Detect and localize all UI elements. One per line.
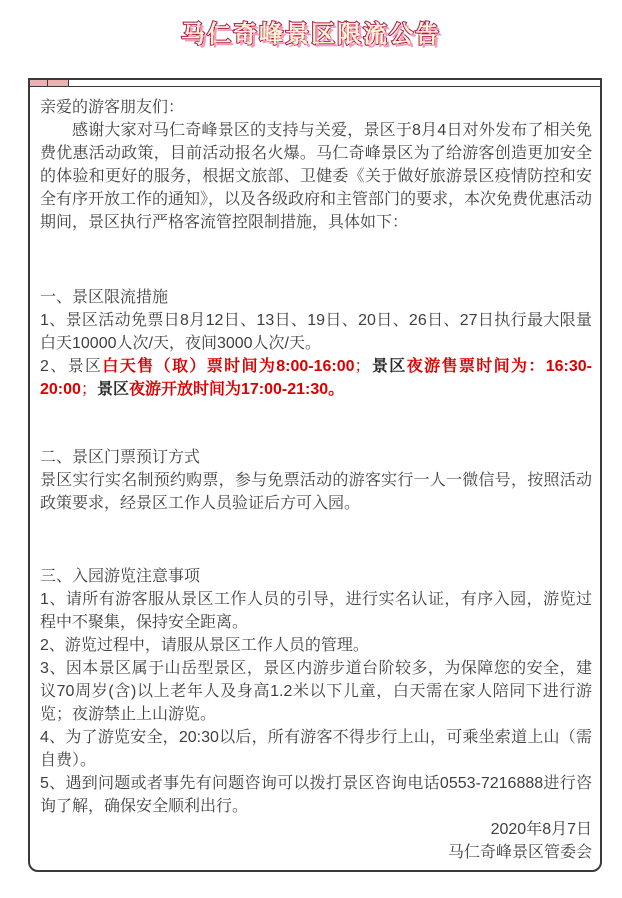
rich-segment: 景区 — [96, 381, 129, 398]
page-title: 马仁奇峰景区限流公告 — [181, 21, 441, 48]
section-3-heading: 三、入园游览注意事项 — [40, 568, 201, 585]
strip-tab-2 — [48, 80, 69, 86]
section-1-heading: 一、景区限流措施 — [40, 289, 169, 306]
notice-box — [28, 78, 602, 872]
rich-segment: 白天售（取）票时间为8:00-16:00 — [102, 358, 355, 375]
section-visit-notes — [40, 565, 592, 818]
capacity-rule: 1、景区活动免票日8月12日、13日、19日、20日、26日、27日执行最大限量白天10000人次/天，夜间3000人次/天。 — [40, 312, 592, 352]
notice-date: 2020年8月7日 — [490, 821, 592, 838]
rich-segment: 夜游开放时间为17:00-21:30。 — [128, 381, 345, 398]
visit-rule-1: 1、请所有游客服从景区工作人员的引导，进行实名认证，有序入园，游览过程中不聚集，保持安全距离。 — [40, 591, 592, 631]
rich-segment: ； — [354, 358, 371, 375]
rich-segment: 2、景区 — [40, 358, 103, 375]
strip-tab-1 — [30, 80, 48, 86]
rich-segment: 景区 — [370, 358, 407, 375]
visit-rule-3: 3、因本景区属于山岳型景区，景区内游步道台阶较多，为保障您的安全，建议70周岁(含)以上老年人及身高1.2米以下儿童，白天需在家人陪同下进行游览；夜游禁止上山游览。 — [40, 660, 592, 723]
section-booking — [40, 446, 592, 515]
section-flow-limit — [40, 286, 592, 401]
rich-segment: 夜游售票时间为：16:30-20:00 — [40, 358, 592, 398]
notice-signature: 马仁奇峰景区管委会 — [447, 844, 592, 861]
intro-paragraph: 感谢大家对马仁奇峰景区的支持与关爱，景区于8月4日对外发布了相关免费优惠活动政策，目前活动报名火爆。马仁奇峰景区为了给游客创造更加安全的体验和更好的服务，根据文旅部、卫健委《关于做好旅游景区疫情防控和安全有序开放工作的通知》，以及各级政府和主管部门的要求，本次免费优惠活动期间，景区执行严格客流管控限制措施，具体如下： — [40, 122, 593, 231]
notice-content — [30, 87, 600, 876]
booking-rule: 景区实行实名制预约购票，参与免票活动的游客实行一人一微信号，按照活动政策要求，经景区工作人员验证后方可入园。 — [40, 472, 592, 512]
notice-strip — [30, 80, 600, 87]
visit-rule-2: 2、游览过程中，请服从景区工作人员的管理。 — [40, 637, 369, 654]
greeting-text: 亲爱的游客朋友们： — [40, 99, 185, 116]
ticket-time-rule — [40, 355, 592, 401]
rich-segment: ； — [80, 381, 97, 398]
section-2-heading: 二、景区门票预订方式 — [40, 449, 201, 466]
visit-rule-5: 5、遇到问题或者事先有问题咨询可以拨打景区咨询电话0553-7216888进行咨询了解，确保安全顺利出行。 — [40, 775, 592, 815]
visit-rule-4: 4、为了游览安全，20:30以后，所有游客不得步行上山，可乘坐索道上山（需自费）。 — [40, 729, 592, 769]
